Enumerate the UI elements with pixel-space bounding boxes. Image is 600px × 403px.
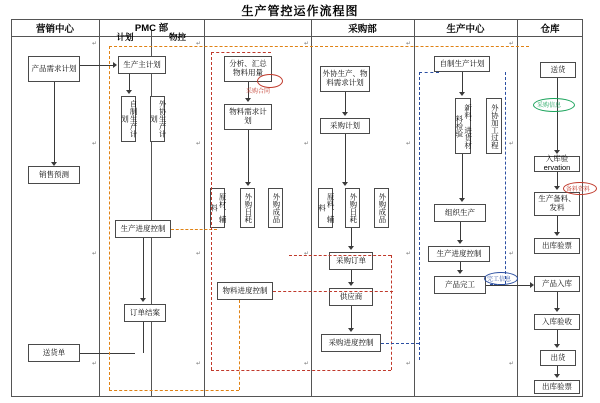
- paragraph-mark: ↵: [406, 361, 412, 367]
- dashed-flow-orange: [109, 390, 239, 391]
- paragraph-mark: ↵: [406, 41, 412, 47]
- column-separator: [99, 19, 100, 397]
- node-purchase-progress[interactable]: 采购进度控制: [321, 334, 381, 352]
- node-self-made[interactable]: 自制生产计划: [434, 56, 490, 72]
- page-title: 生产管控运作流程图: [241, 4, 359, 18]
- arrow: [348, 246, 354, 250]
- node-delivery[interactable]: 送货单: [28, 344, 80, 362]
- node-out-check[interactable]: 出库验票: [534, 238, 580, 254]
- node-outsource-finished-2[interactable]: 外购成品: [374, 188, 389, 228]
- node-progress-control[interactable]: 生产进度控制: [115, 220, 171, 238]
- node-product-done[interactable]: 产品完工: [434, 276, 486, 294]
- column-separator: [414, 19, 415, 397]
- paragraph-mark: ↵: [196, 251, 202, 257]
- paragraph-mark: ↵: [304, 251, 310, 257]
- node-prod-prepare[interactable]: 生产备料、发料: [534, 192, 580, 216]
- arrow: [126, 90, 132, 94]
- connector: [462, 154, 463, 198]
- node-self-made-plan[interactable]: 自制生产计划: [121, 96, 136, 142]
- dashed-flow-red: [211, 370, 391, 371]
- paragraph-mark: ↵: [92, 141, 98, 147]
- paragraph-mark: ↵: [304, 41, 310, 47]
- paragraph-mark: ↵: [304, 141, 310, 147]
- paragraph-mark: ↵: [196, 41, 202, 47]
- connector: [80, 353, 135, 354]
- paragraph-mark: ↵: [92, 251, 98, 257]
- dashed-flow-red: [391, 255, 392, 370]
- node-demand-plan[interactable]: 产品需求计划: [28, 56, 80, 82]
- node-order-closing[interactable]: 订单结案: [124, 304, 166, 322]
- dashed-flow-blue: [381, 343, 419, 344]
- column-header-warehouse: 仓库: [540, 24, 560, 35]
- arrow: [457, 270, 463, 274]
- paragraph-mark: ↵: [92, 41, 98, 47]
- connector: [557, 172, 558, 186]
- arrow: [459, 92, 465, 96]
- node-raw-aux-2[interactable]: 原料、辅料: [318, 188, 333, 228]
- paragraph-mark: ↵: [509, 41, 515, 47]
- connector: [462, 72, 463, 92]
- paragraph-mark: ↵: [196, 141, 202, 147]
- connector: [557, 366, 558, 374]
- node-material-demand[interactable]: 物料需求计划: [224, 104, 272, 130]
- node-outsource-prod[interactable]: 外协生产、物料需求计划: [320, 66, 370, 92]
- node-purchase-plan[interactable]: 采购计划: [320, 118, 370, 134]
- connector: [248, 130, 249, 182]
- arrow: [554, 232, 560, 236]
- connector: [557, 330, 558, 344]
- node-sales-forecast[interactable]: 销售预测: [28, 166, 80, 184]
- diagram-frame: [11, 19, 583, 397]
- arrow: [459, 198, 465, 202]
- paragraph-mark: ↵: [196, 361, 202, 367]
- node-outsource-proc[interactable]: 外协加工过程: [486, 98, 502, 154]
- node-out-check-2[interactable]: 出库验票: [534, 380, 580, 394]
- arrow: [140, 298, 146, 302]
- paragraph-mark: ↵: [509, 361, 515, 367]
- arrow: [554, 344, 560, 348]
- connector: [486, 285, 532, 286]
- connector: [557, 216, 558, 232]
- paragraph-mark: ↵: [406, 251, 412, 257]
- node-in-check-2[interactable]: 入库验收: [534, 314, 580, 330]
- arrow: [342, 182, 348, 186]
- node-purchase-order[interactable]: 采购订单: [329, 252, 373, 270]
- node-outsource-daily-2[interactable]: 外购日耗: [345, 188, 360, 228]
- paragraph-mark: ↵: [509, 141, 515, 147]
- node-material-ready[interactable]: 新料、进货材料检验: [455, 98, 471, 154]
- arrow: [554, 374, 560, 378]
- tag-purchase-info: 采购信息: [537, 103, 562, 109]
- node-delivery-order[interactable]: 送货: [540, 62, 576, 78]
- tag-stock-data: 备料资料: [566, 187, 591, 193]
- node-in-check[interactable]: 入库验ervation: [534, 156, 580, 172]
- node-outsource-finished[interactable]: 外购成品: [268, 188, 283, 228]
- paragraph-mark: ↵: [304, 361, 310, 367]
- node-material-progress[interactable]: 物料进度控制: [217, 282, 273, 300]
- column-header-material: 物控: [168, 32, 186, 42]
- paragraph-mark: ↵: [406, 141, 412, 147]
- dashed-flow-orange: [109, 46, 110, 390]
- tag-done-info: 完工信息: [487, 277, 512, 283]
- node-raw-aux[interactable]: 原材、辅料: [210, 188, 225, 228]
- paragraph-mark: ↵: [509, 251, 515, 257]
- node-product-in[interactable]: 产品入库: [534, 276, 580, 292]
- dashed-flow-orange: [239, 300, 240, 390]
- node-prod-progress[interactable]: 生产进度控制: [428, 246, 490, 262]
- arrow: [348, 282, 354, 286]
- node-organize-prod[interactable]: 组织生产: [434, 204, 486, 222]
- tag-purchase-contract: 采购合同: [246, 89, 271, 95]
- column-header-plan: 计划: [116, 32, 134, 42]
- arrow: [245, 98, 251, 102]
- arrow: [113, 62, 117, 68]
- connector: [557, 78, 558, 150]
- connector: [345, 92, 346, 112]
- arrow: [457, 240, 463, 244]
- connector: [143, 238, 144, 300]
- paragraph-mark: ↵: [92, 361, 98, 367]
- node-outsource-daily[interactable]: 外购日耗: [240, 188, 255, 228]
- arrow: [348, 328, 354, 332]
- connector: [557, 292, 558, 308]
- column-header-production: 生产中心: [446, 24, 485, 35]
- connector: [351, 228, 352, 246]
- connector: [460, 262, 461, 270]
- column-separator: [517, 19, 518, 397]
- column-header-purchase: 采购部: [348, 24, 377, 35]
- connector: [54, 82, 55, 164]
- dashed-flow-blue: [419, 72, 420, 360]
- column-separator-sub: [151, 30, 152, 397]
- column-header-marketing: 营销中心: [35, 24, 74, 35]
- node-analyze-summary[interactable]: 分析、汇总物料用量: [224, 56, 272, 82]
- node-master-plan[interactable]: 生产主计划: [118, 56, 166, 74]
- arrow: [245, 182, 251, 186]
- dashed-flow-blue: [505, 72, 506, 284]
- connector: [143, 322, 144, 353]
- arrow: [554, 308, 560, 312]
- node-outsource-plan[interactable]: 外协生产计划: [150, 96, 165, 142]
- arrow: [554, 186, 560, 190]
- arrow: [342, 112, 348, 116]
- column-header-pmc: PMC 部: [134, 23, 169, 34]
- column-separator: [204, 19, 205, 397]
- connector: [460, 222, 461, 240]
- dashed-flow-orange: [109, 46, 529, 47]
- dashed-flow-red: [211, 52, 271, 53]
- node-supplier[interactable]: 供应商: [329, 288, 373, 306]
- dashed-flow-red: [211, 52, 212, 370]
- connector: [351, 270, 352, 282]
- dashed-flow-red: [273, 291, 393, 292]
- arrow: [554, 150, 560, 154]
- connector: [351, 306, 352, 328]
- column-separator: [311, 19, 312, 397]
- node-ship-out[interactable]: 出货: [540, 350, 576, 366]
- connector: [345, 134, 346, 182]
- dashed-flow-blue: [419, 72, 439, 73]
